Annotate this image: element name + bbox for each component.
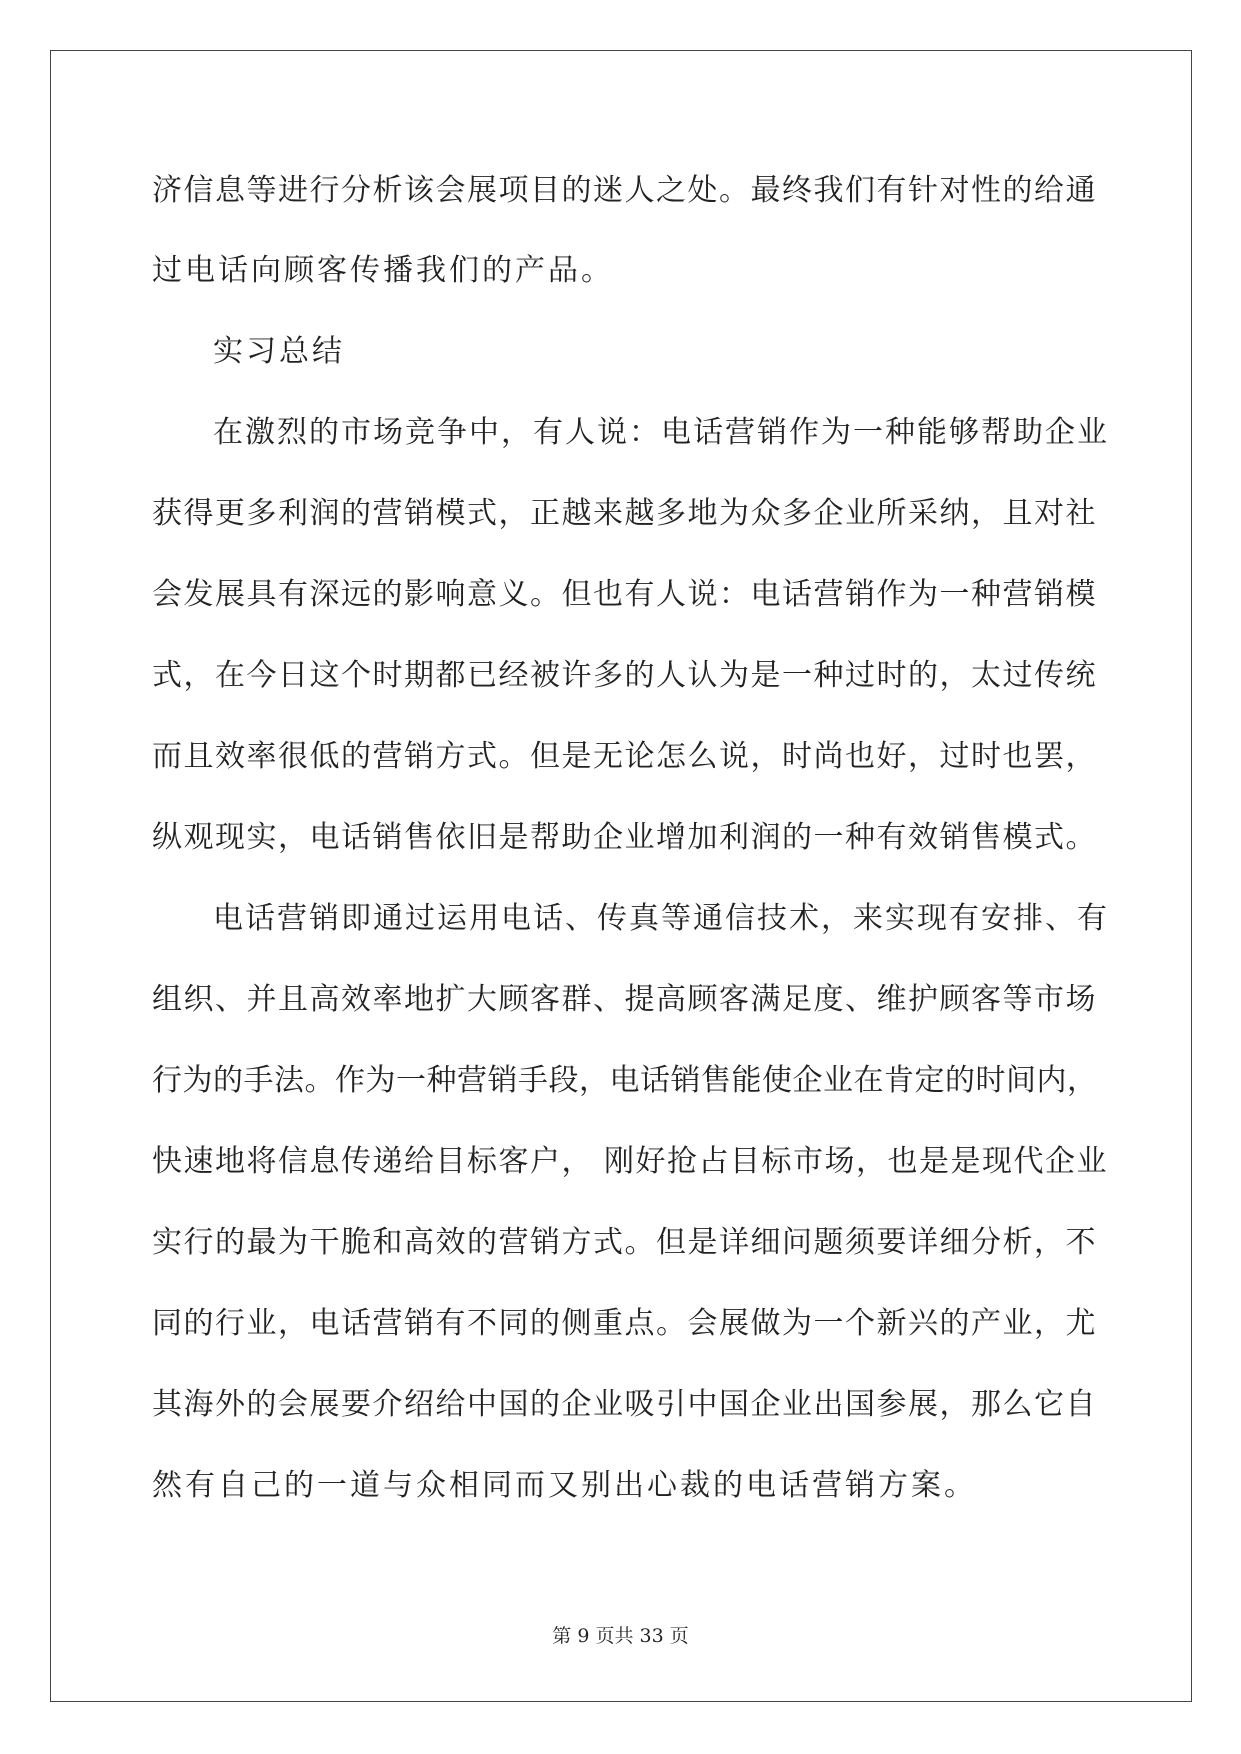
text-line: 式，在今日这个时期都已经被许多的人认为是一种过时的，太过传统 xyxy=(152,658,1097,693)
text-line: 而且效率很低的营销方式。但是无论怎么说，时尚也好，过时也罢， xyxy=(152,739,1097,774)
page-border xyxy=(50,50,1192,1702)
text-line: 济信息等进行分析该会展项目的迷人之处。最终我们有针对性的给通 xyxy=(152,173,1097,208)
text-line: 过电话向顾客传播我们的产品。 xyxy=(152,253,614,288)
text-line: 会发展具有深远的影响意义。但也有人说：电话营销作为一种营销模 xyxy=(152,577,1097,612)
page-number: 第 9 页 xyxy=(552,1625,615,1647)
text-line: 其海外的会展要介绍给中国的企业吸引中国企业出国参展，那么它自 xyxy=(152,1387,1097,1422)
text-line: 电话营销即通过运用电话、传真等通信技术，来实现有安排、有 xyxy=(213,901,1109,936)
text-line: 组织、并且高效率地扩大顾客群、提高顾客满足度、维护顾客等市场 xyxy=(152,982,1097,1017)
section-heading: 实习总结 xyxy=(213,334,345,369)
text-line: 同的行业，电话营销有不同的侧重点。会展做为一个新兴的产业，尤 xyxy=(152,1306,1097,1341)
text-line: 在激烈的市场竞争中，有人说：电话营销作为一种能够帮助企业 xyxy=(213,415,1109,450)
text-line: 获得更多利润的营销模式，正越来越多地为众多企业所采纳，且对社 xyxy=(152,496,1097,531)
page-footer xyxy=(0,1623,1241,1649)
page-total: 共 33 页 xyxy=(614,1625,689,1647)
text-line: 行为的手法。作为一种营销手段，电话销售能使企业在肯定的时间内， xyxy=(152,1063,1098,1098)
text-line: 然有自己的一道与众相同而又别出心裁的电话营销方案。 xyxy=(152,1468,977,1503)
text-line: 实行的最为干脆和高效的营销方式。但是详细问题须要详细分析，不 xyxy=(152,1225,1097,1260)
text-line: 快速地将信息传递给目标客户， 刚好抢占目标市场，也是是现代企业 xyxy=(152,1144,1109,1179)
text-line: 纵观现实，电话销售依旧是帮助企业增加利润的一种有效销售模式。 xyxy=(152,820,1097,855)
